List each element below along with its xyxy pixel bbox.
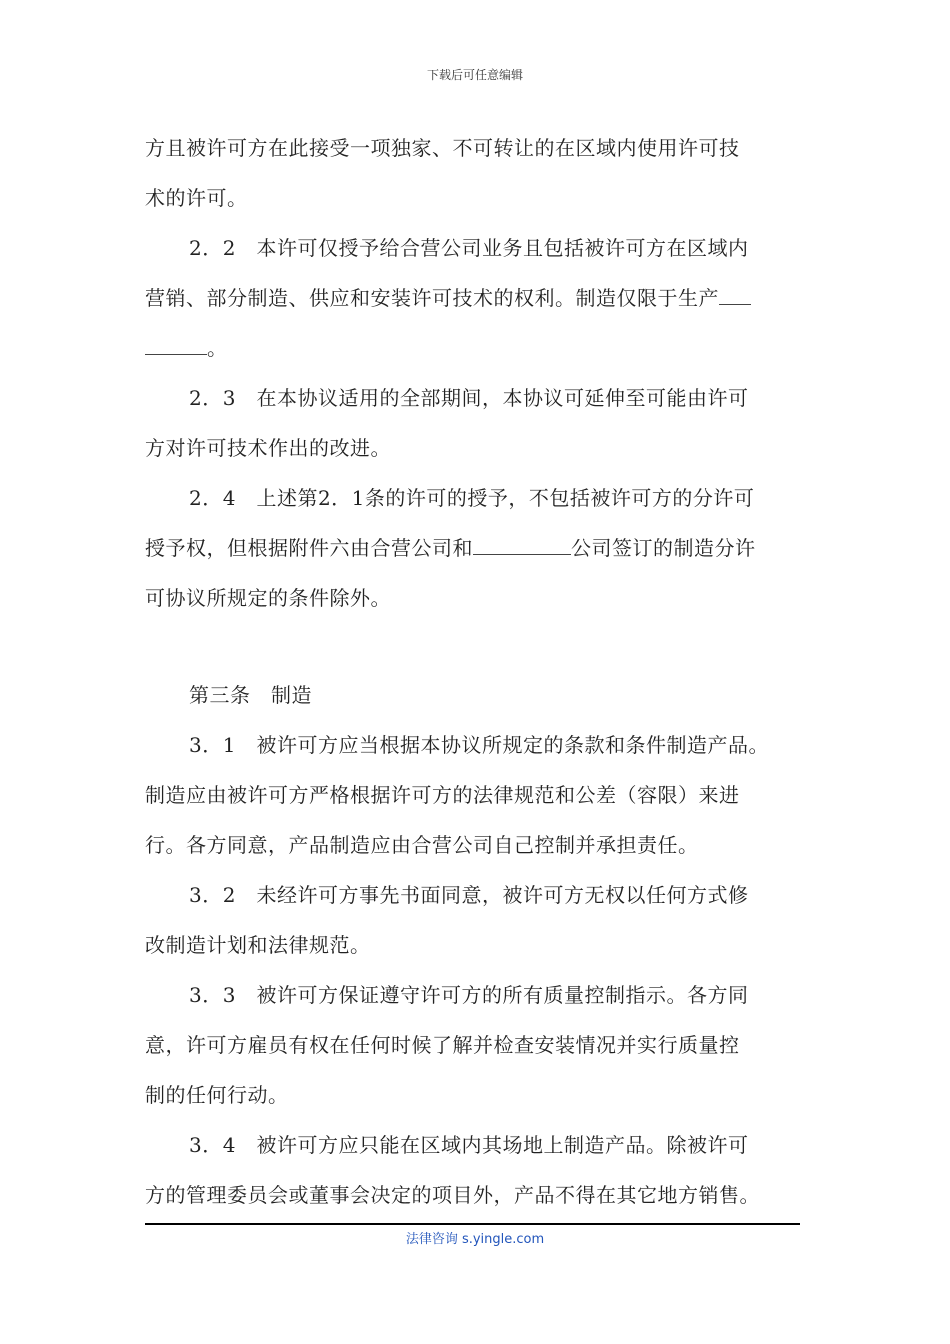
paragraph-text: 营销、部分制造、供应和安装许可技术的权利。制造仅限于生产 [145,286,719,310]
paragraph-line [145,528,805,578]
fill-in-blank [719,278,751,305]
clause-3-1-line: 3．1 被许可方应当根据本协议所规定的条款和条件制造产品。 [189,733,769,757]
paragraph-line: 行。各方同意，产品制造应由合营公司自己控制并承担责任。 [145,833,699,857]
paragraph-line: 可协议所规定的条件除外。 [145,586,391,610]
section-heading: 第三条 制造 [189,683,312,707]
paragraph-text: 授予权，但根据附件六由合营公司和 [145,536,473,560]
paragraph-line [145,278,805,328]
footer-divider [145,1223,800,1225]
section-spacer [145,628,805,675]
clause-2-3-line: 2．3 在本协议适用的全部期间，本协议可延伸至可能由许可 [189,386,749,410]
fill-in-blank [473,528,571,555]
paragraph-line: 术的许可。 [145,186,248,210]
page-header: 下载后可任意编辑 [426,68,523,82]
clause-3-2-line: 3．2 未经许可方事先书面同意，被许可方无权以任何方式修 [189,883,749,907]
paragraph-line: 方且被许可方在此接受一项独家、不可转让的在区域内使用许可技 [145,136,740,160]
document-body [145,128,805,1225]
clause-3-3-line: 3．3 被许可方保证遵守许可方的所有质量控制指示。各方同 [189,983,749,1007]
paragraph-text: 。 [207,336,228,360]
clause-3-4-line: 3．4 被许可方应只能在区域内其场地上制造产品。除被许可 [189,1133,749,1157]
footer-link[interactable]: 法律咨询 s.yingle.com [405,1232,545,1247]
paragraph-line: 方对许可技术作出的改进。 [145,436,391,460]
paragraph-line: 改制造计划和法律规范。 [145,933,371,957]
paragraph-line: 意，许可方雇员有权在任何时候了解并检查安装情况并实行质量控 [145,1033,740,1057]
clause-2-4-line: 2．4 上述第2．1条的许可的授予，不包括被许可方的分许可 [189,486,755,510]
paragraph-line: 制的任何行动。 [145,1083,289,1107]
paragraph-line: 方的管理委员会或董事会决定的项目外，产品不得在其它地方销售。 [145,1183,760,1207]
paragraph-line: 制造应由被许可方严格根据许可方的法律规范和公差（容限）来进 [145,783,740,807]
paragraph-text: 公司签订的制造分许 [571,536,756,560]
paragraph-line [145,328,805,378]
fill-in-blank [145,328,207,355]
clause-2-2-line: 2．2 本许可仅授予给合营公司业务且包括被许可方在区域内 [189,236,749,260]
